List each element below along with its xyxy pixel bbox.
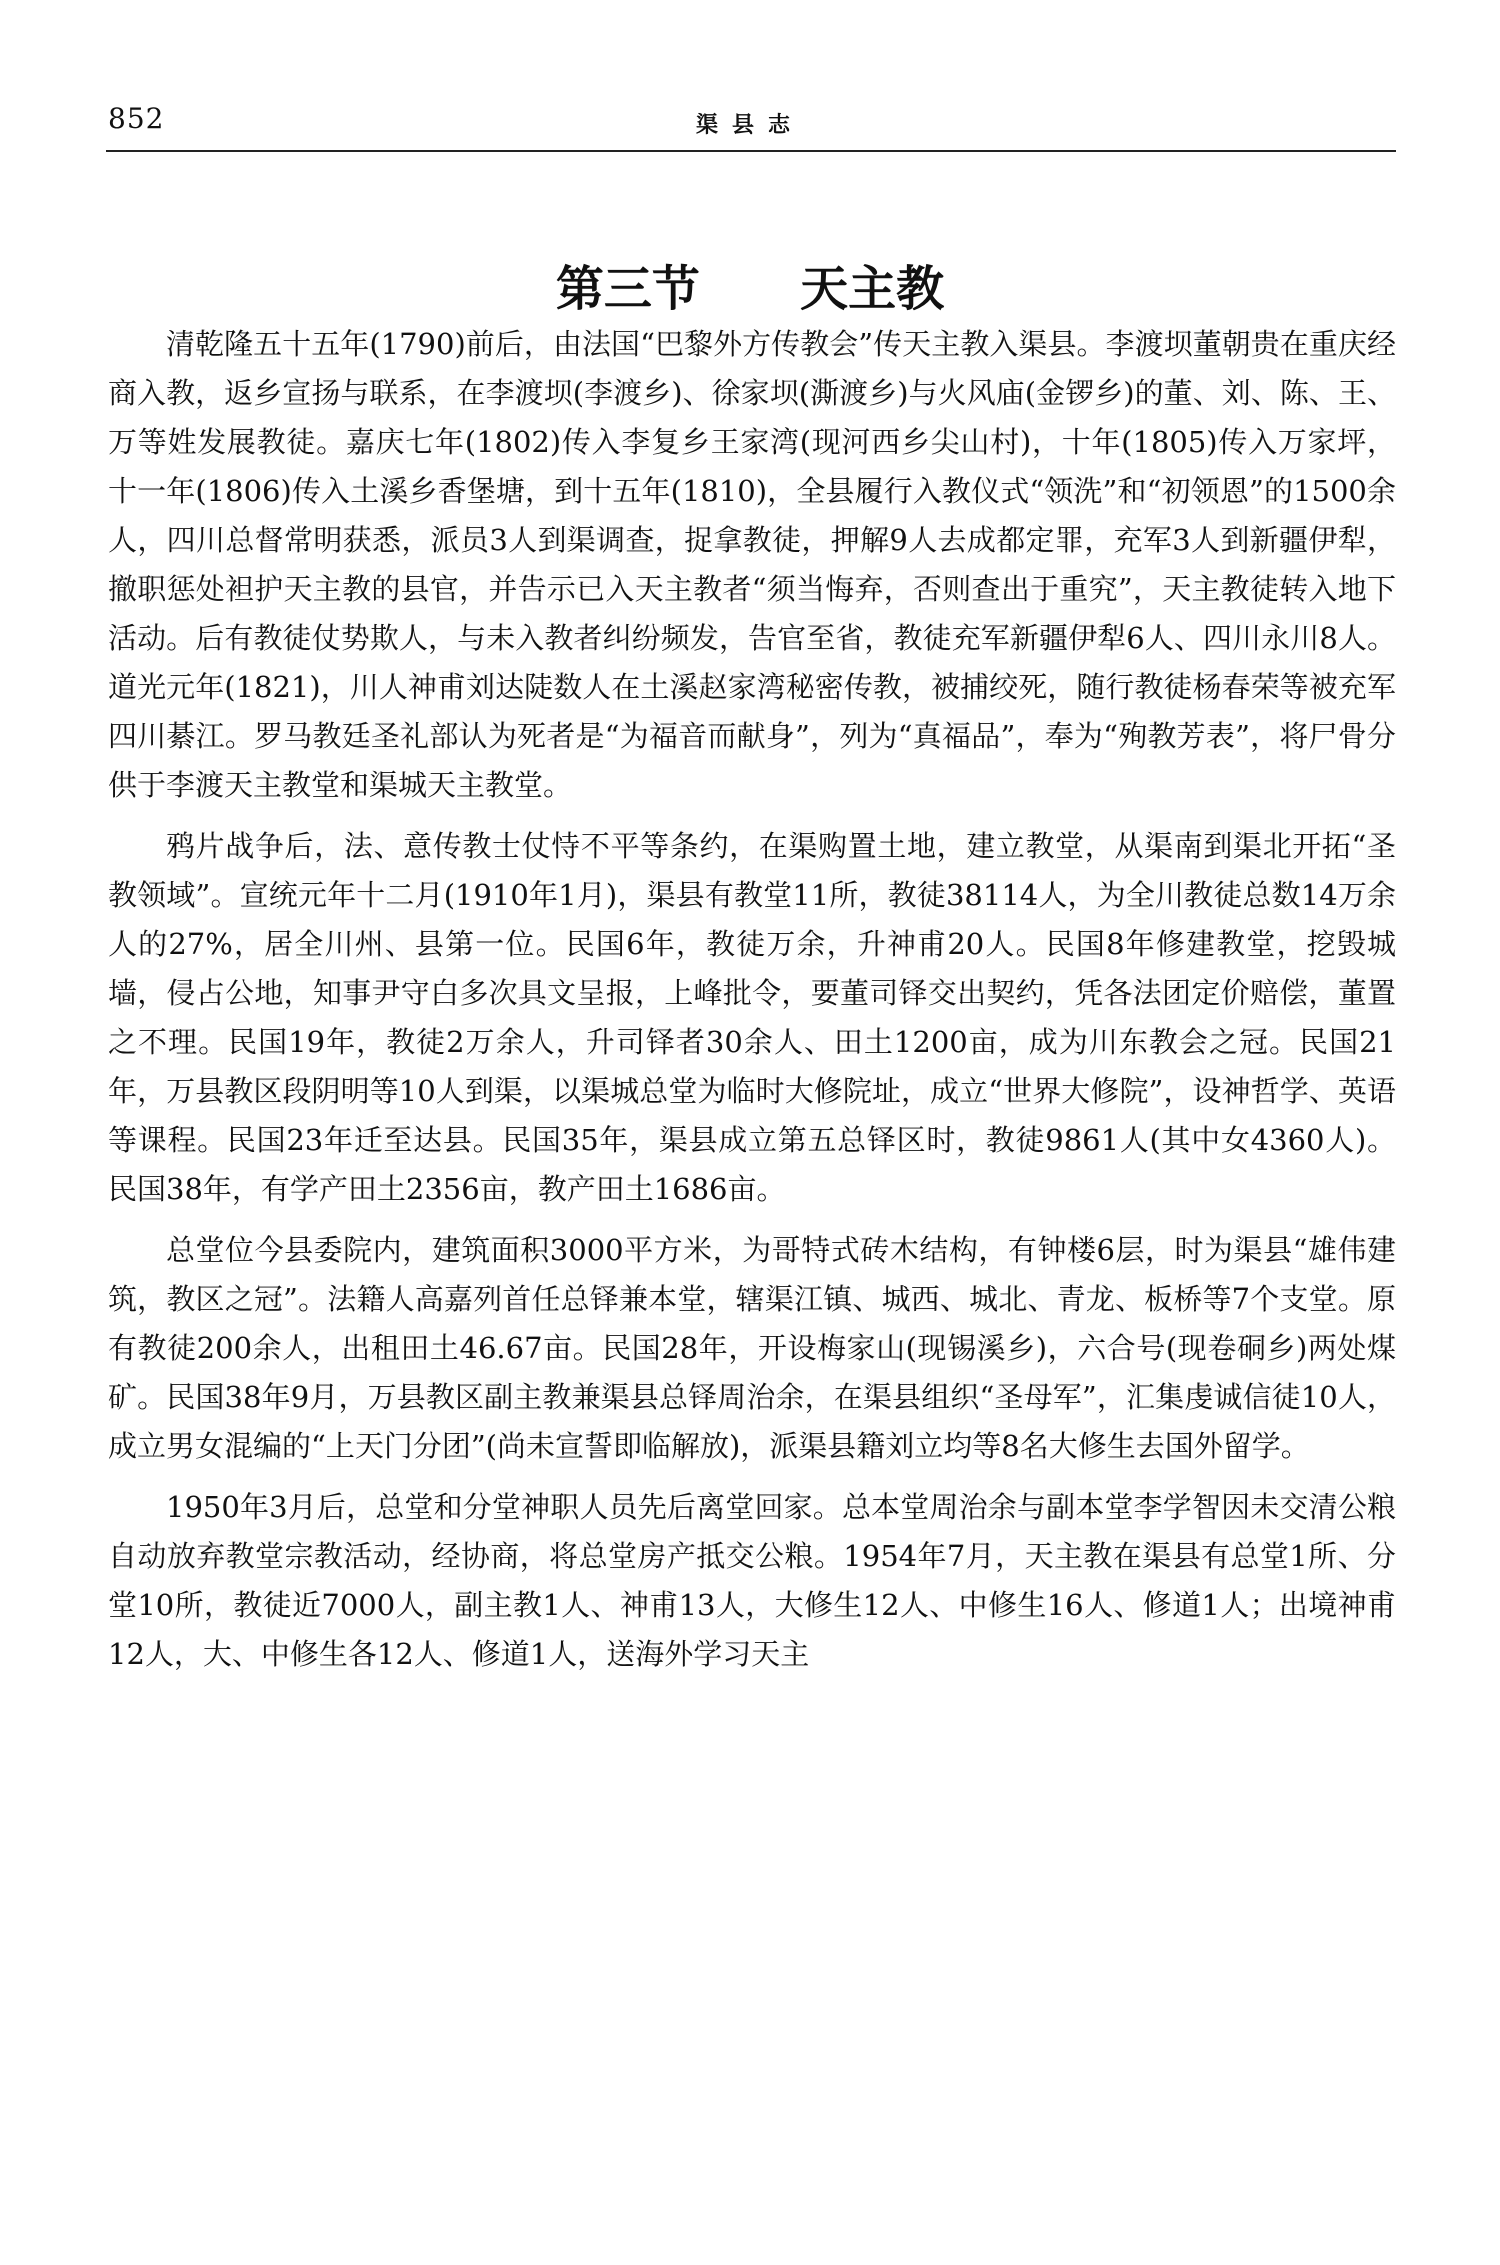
paragraph-1: 清乾隆五十五年(1790)前后，由法国“巴黎外方传教会”传天主教入渠县。李渡坝董朝贵在重庆经商入教，返乡宣扬与联系，在李渡坝(李渡乡)、徐家坝(澌渡乡)与火风庙(金锣乡)的董、刘、陈、王、万等姓发展教徒。嘉庆七年(1802)传入李复乡王家湾(现河西乡尖山村)，十年(1805)传入万家坪，十一年(1806)传入土溪乡香堡塘，到十五年(1810)，全县履行入教仪式“领洗”和“初领恩”的1500余人，四川总督常明获悉，派员3人到渠调查，捉拿教徒，押解9人去成都定罪，充军3人到新疆伊犁，撤职惩处袒护天主教的县官，并告示已入天主教者“须当悔弃，否则查出于重究”，天主教徒转入地下活动。后有教徒仗势欺人，与未入教者纠纷频发，告官至省，教徒充军新疆伊犁6人、四川永川8人。道光元年(1821)，川人神甫刘达陡数人在土溪赵家湾秘密传教，被捕绞死，随行教徒杨春荣等被充军四川綦江。罗马教廷圣礼部认为死者是“为福音而献身”，列为“真福品”，奉为“殉教芳表”，将尸骨分供于李渡天主教堂和渠城天主教堂。 — [108, 327, 1396, 802]
paragraph-3: 总堂位今县委院内，建筑面积3000平方米，为哥特式砖木结构，有钟楼6层，时为渠县“雄伟建筑，教区之冠”。法籍人高嘉列首任总铎兼本堂，辖渠江镇、城西、城北、青龙、板桥等7个支堂。原有教徒200余人，出租田土46.67亩。民国28年，开设梅家山(现锡溪乡)，六合号(现卷硐乡)两处煤矿。民国38年9月，万县教区副主教兼渠县总铎周治余，在渠县组织“圣母军”，汇集虔诚信徒10人，成立男女混编的“上天门分团”(尚未宣誓即临解放)，派渠县籍刘立均等8名大修生去国外留学。 — [108, 1233, 1396, 1463]
paragraph-4: 1950年3月后，总堂和分堂神职人员先后离堂回家。总本堂周治余与副本堂李学智因未交清公粮自动放弃教堂宗教活动，经协商，将总堂房产抵交公粮。1954年7月，天主教在渠县有总堂1所、分堂10所，教徒近7000人，副主教1人、神甫13人，大修生12人、中修生16人、修道1人；出境神甫12人，大、中修生各12人、修道1人，送海外学习天主 — [108, 1490, 1396, 1671]
header-rule — [106, 150, 1396, 152]
running-head: 渠县志 — [695, 112, 804, 138]
paragraph-2: 鸦片战争后，法、意传教士仗恃不平等条约，在渠购置土地，建立教堂，从渠南到渠北开拓“圣教领域”。宣统元年十二月(1910年1月)，渠县有教堂11所，教徒38114人，为全川教徒总数14万余人的27%，居全川州、县第一位。民国6年，教徒万余，升神甫20人。民国8年修建教堂，挖毁城墙，侵占公地，知事尹守白多次具文呈报，上峰批令，要董司铎交出契约，凭各法团定价赔偿，董置之不理。民国19年，教徒2万余人，升司铎者30余人、田土1200亩，成为川东教会之冠。民国21年，万县教区段阴明等10人到渠，以渠城总堂为临时大修院址，成立“世界大修院”，设神哲学、英语等课程。民国23年迁至达县。民国35年，渠县成立第五总铎区时，教徒9861人(其中女4360人)。民国38年，有学产田土2356亩，教产田土1686亩。 — [108, 829, 1396, 1206]
body-text — [108, 320, 1396, 1691]
section-title: 第三节 天主教 — [555, 261, 945, 318]
page-number: 852 — [108, 102, 165, 135]
